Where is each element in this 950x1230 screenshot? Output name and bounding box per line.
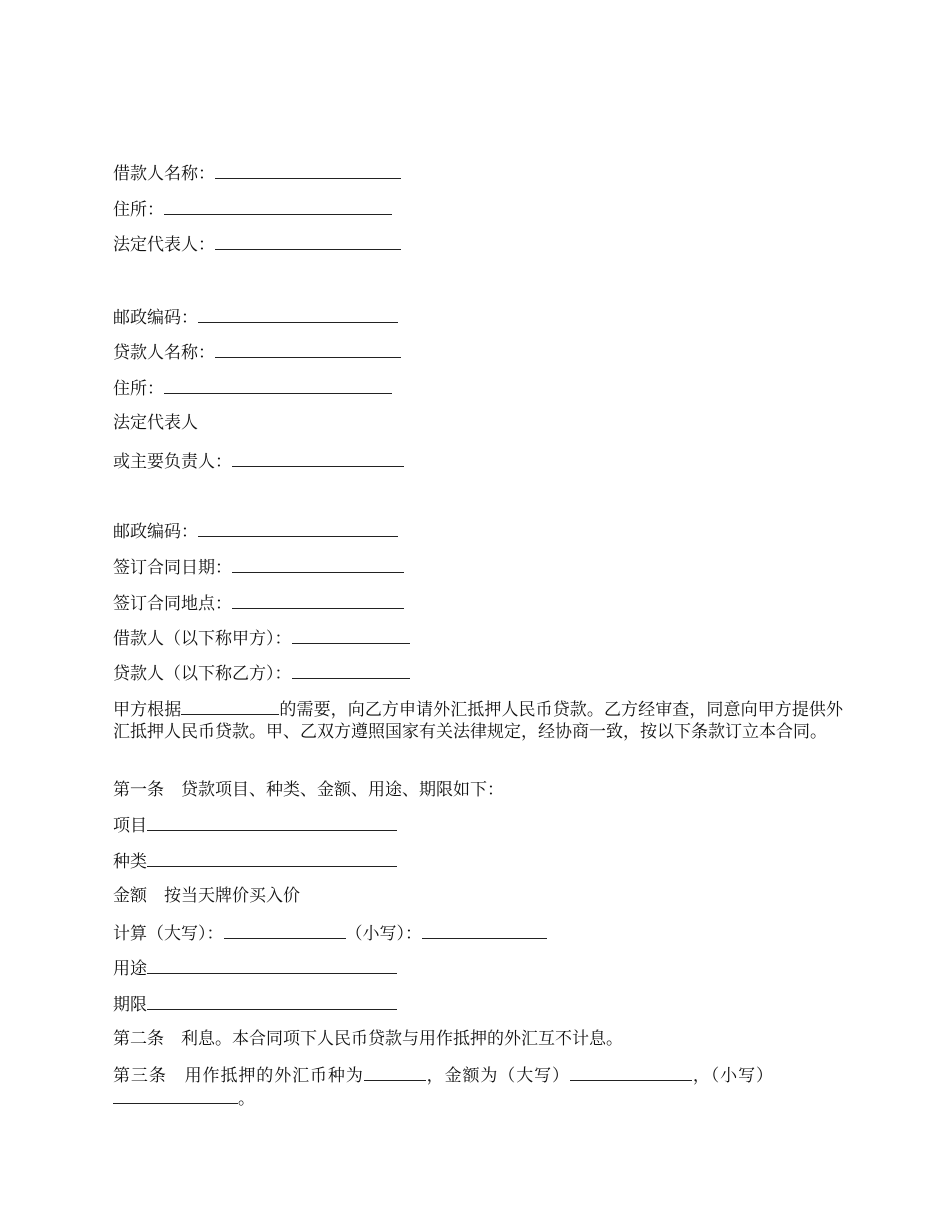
borrower-address-blank[interactable]	[164, 198, 392, 215]
borrower-name-blank[interactable]	[215, 162, 401, 179]
borrower-rep-blank[interactable]	[215, 233, 401, 250]
borrower-rep-label: 法定代表人：	[113, 235, 215, 255]
lender-postcode-blank[interactable]	[198, 520, 398, 537]
article-3-part-2: ，金额为（大写）	[425, 1066, 570, 1086]
purpose-line	[113, 957, 397, 980]
intro-part-1: 甲方根据	[113, 700, 182, 720]
borrower-postcode-blank[interactable]	[198, 306, 398, 323]
sign-date-line	[113, 556, 404, 579]
borrower-postcode-line	[113, 306, 398, 329]
type-blank[interactable]	[147, 850, 397, 867]
article-1-heading	[113, 779, 504, 801]
lender-postcode-label: 邮政编码：	[113, 522, 198, 542]
sign-place-line	[113, 592, 404, 615]
party-a-blank[interactable]	[292, 627, 410, 644]
calc-upper-blank[interactable]	[224, 922, 346, 939]
lender-rep-line-1	[113, 412, 198, 434]
term-label: 期限	[113, 995, 147, 1015]
borrower-name-label: 借款人名称：	[113, 164, 215, 184]
project-blank[interactable]	[147, 814, 397, 831]
term-line	[113, 993, 397, 1016]
calc-line	[113, 922, 547, 945]
type-line	[113, 850, 397, 873]
calc-upper-label: 计算（大写）：	[113, 924, 224, 944]
party-a-label: 借款人（以下称甲方）：	[113, 629, 292, 649]
purpose-label: 用途	[113, 959, 147, 979]
lender-rep-label-1: 法定代表人	[113, 413, 198, 433]
lender-postcode-line	[113, 520, 398, 543]
lender-rep-label-2: 或主要负责人：	[113, 452, 232, 472]
borrower-address-line	[113, 198, 392, 221]
lender-name-line	[113, 341, 401, 364]
sign-place-blank[interactable]	[232, 592, 404, 609]
amount-label: 金额 按当天牌价买入价	[113, 886, 300, 906]
amount-line	[113, 885, 300, 907]
article-3-part-1: 第三条 用作抵押的外汇币种为	[113, 1066, 364, 1086]
sign-date-label: 签订合同日期：	[113, 558, 232, 578]
intro-part-2: 的需要，向乙方申请外汇抵押人民币贷款。乙方经审查，同意向甲方提供外汇抵押人民币贷款。甲、乙双方遵照国家有关法律规定，经协商一致，按以下条款订立本合同。	[113, 700, 844, 742]
lender-address-label: 住所：	[113, 379, 164, 399]
borrower-rep-line	[113, 233, 401, 256]
type-label: 种类	[113, 852, 147, 872]
party-b-line	[113, 662, 410, 685]
borrower-name-line	[113, 162, 401, 185]
project-line	[113, 814, 397, 837]
calc-lower-label: （小写）：	[345, 924, 422, 944]
party-a-line	[113, 627, 410, 650]
lender-name-label: 贷款人名称：	[113, 343, 215, 363]
amount-upper-blank[interactable]	[570, 1064, 692, 1081]
term-blank[interactable]	[147, 993, 397, 1010]
article-3	[113, 1064, 773, 1110]
intro-purpose-blank[interactable]	[181, 698, 279, 715]
lender-address-line	[113, 377, 392, 400]
project-label: 项目	[113, 816, 147, 836]
calc-lower-blank[interactable]	[422, 922, 547, 939]
lender-name-blank[interactable]	[215, 341, 401, 358]
article-1-heading-text: 第一条 贷款项目、种类、金额、用途、期限如下：	[113, 780, 504, 800]
lender-address-blank[interactable]	[164, 377, 392, 394]
party-b-label: 贷款人（以下称乙方）：	[113, 664, 292, 684]
purpose-blank[interactable]	[147, 957, 397, 974]
amount-lower-blank[interactable]	[113, 1087, 238, 1104]
sign-date-blank[interactable]	[232, 556, 404, 573]
currency-blank[interactable]	[364, 1064, 426, 1081]
article-3-part-3: ，（小写）	[691, 1066, 774, 1086]
intro-paragraph	[113, 698, 843, 743]
borrower-postcode-label: 邮政编码：	[113, 308, 198, 328]
article-2-text: 第二条 利息。本合同项下人民币贷款与用作抵押的外汇互不计息。	[113, 1029, 623, 1049]
lender-rep-line-2	[113, 450, 404, 473]
party-b-blank[interactable]	[292, 662, 410, 679]
borrower-address-label: 住所：	[113, 200, 164, 220]
sign-place-label: 签订合同地点：	[113, 594, 232, 614]
lender-rep-blank[interactable]	[232, 450, 404, 467]
article-2	[113, 1028, 623, 1050]
article-3-part-4: 。	[238, 1089, 255, 1109]
